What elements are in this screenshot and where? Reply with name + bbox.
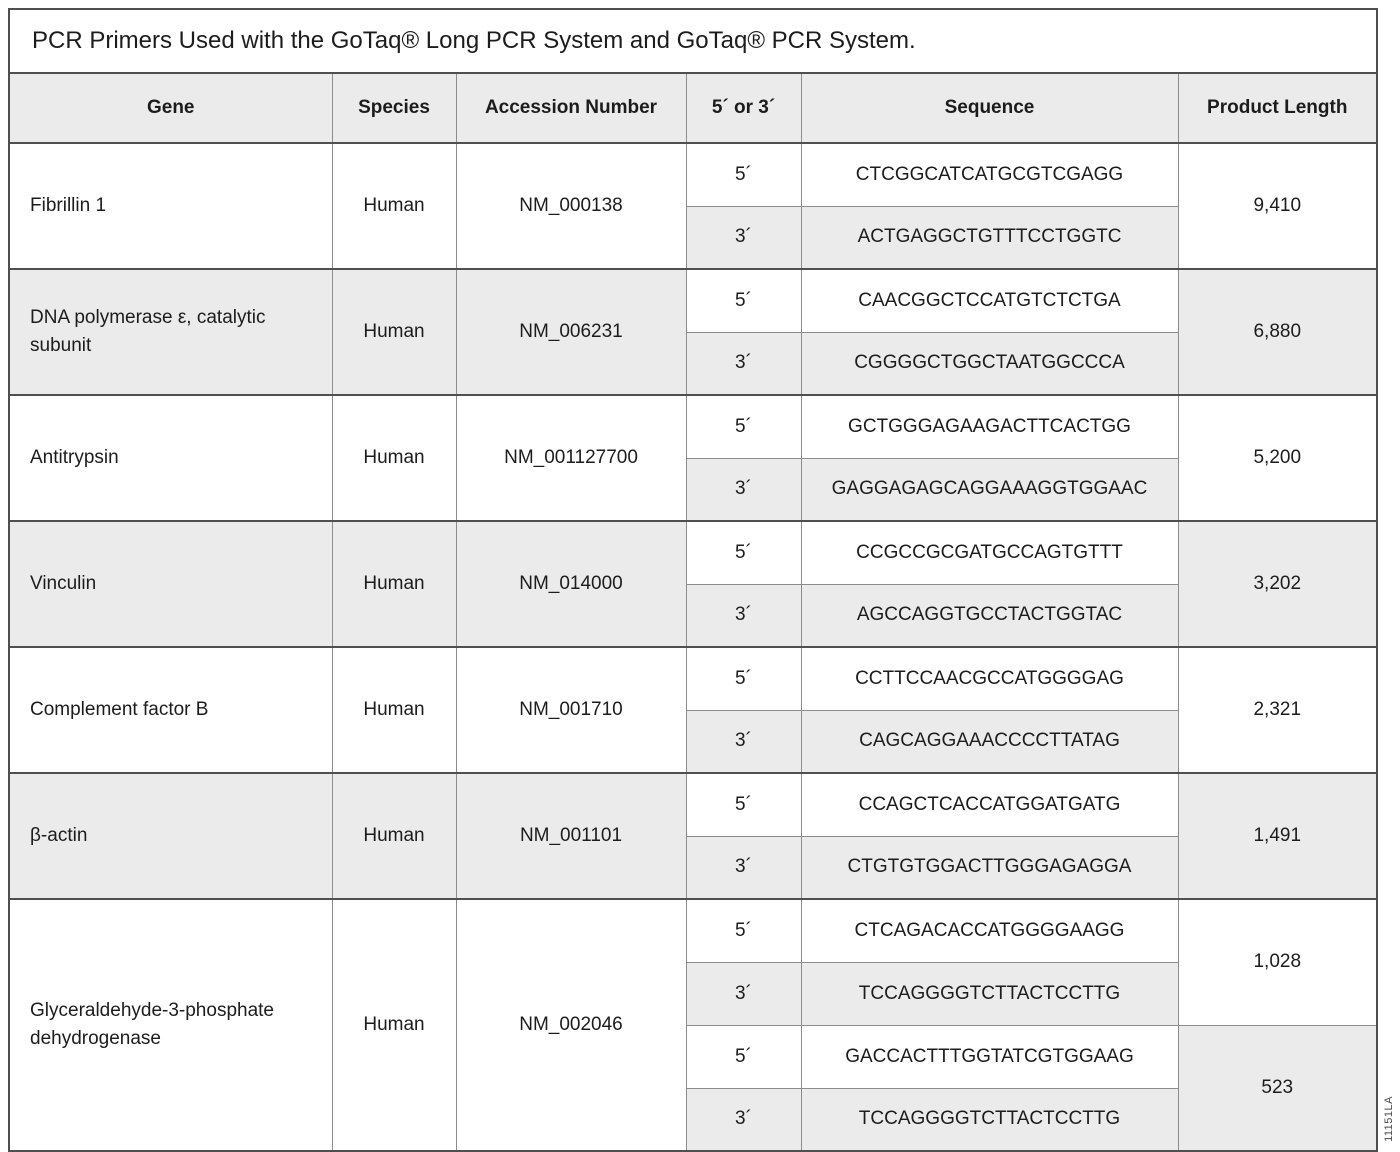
gene-cell: DNA polymerase ε, catalytic subunit xyxy=(9,269,332,395)
primer-end-cell: 3´ xyxy=(686,332,801,395)
primer-end-cell: 5´ xyxy=(686,395,801,458)
gene-cell: Vinculin xyxy=(9,521,332,647)
sequence-cell: ACTGAGGCTGTTTCCTGGTC xyxy=(801,206,1178,269)
gene-cell: Antitrypsin xyxy=(9,395,332,521)
primer-end-cell: 5´ xyxy=(686,899,801,962)
product-length-cell: 9,410 xyxy=(1178,143,1377,269)
sequence-cell: CCGCCGCGATGCCAGTGTTT xyxy=(801,521,1178,584)
table-row xyxy=(9,773,1377,836)
accession-cell: NM_002046 xyxy=(456,899,686,1151)
accession-cell: NM_001127700 xyxy=(456,395,686,521)
product-length-cell: 523 xyxy=(1178,1025,1377,1151)
column-header-sequence: Sequence xyxy=(801,73,1178,143)
species-cell: Human xyxy=(332,773,456,899)
species-cell: Human xyxy=(332,899,456,1151)
sequence-cell: TCCAGGGGTCTTACTCCTTG xyxy=(801,1088,1178,1151)
table-row xyxy=(9,647,1377,710)
column-header-accession: Accession Number xyxy=(456,73,686,143)
table-title-row xyxy=(9,9,1377,73)
pcr-primers-table-container xyxy=(8,8,1378,1152)
sequence-cell: TCCAGGGGTCTTACTCCTTG xyxy=(801,962,1178,1025)
column-header-primer-end: 5´ or 3´ xyxy=(686,73,801,143)
product-length-cell: 1,028 xyxy=(1178,899,1377,1025)
product-length-cell: 2,321 xyxy=(1178,647,1377,773)
table-title: PCR Primers Used with the GoTaq® Long PCR System and GoTaq® PCR System. xyxy=(9,9,1377,73)
product-length-cell: 1,491 xyxy=(1178,773,1377,899)
species-cell: Human xyxy=(332,269,456,395)
primer-end-cell: 3´ xyxy=(686,1088,801,1151)
table-row xyxy=(9,395,1377,458)
sequence-cell: GCTGGGAGAAGACTTCACTGG xyxy=(801,395,1178,458)
figure-number-label: 11151LA xyxy=(1383,1096,1395,1142)
primer-end-cell: 3´ xyxy=(686,962,801,1025)
sequence-cell: GACCACTTTGGTATCGTGGAAG xyxy=(801,1025,1178,1088)
primer-end-cell: 5´ xyxy=(686,521,801,584)
species-cell: Human xyxy=(332,395,456,521)
column-header-gene: Gene xyxy=(9,73,332,143)
species-cell: Human xyxy=(332,143,456,269)
product-length-cell: 5,200 xyxy=(1178,395,1377,521)
sequence-cell: CTGTGTGGACTTGGGAGAGGA xyxy=(801,836,1178,899)
sequence-cell: CAGCAGGAAACCCCTTATAG xyxy=(801,710,1178,773)
accession-cell: NM_006231 xyxy=(456,269,686,395)
product-length-cell: 3,202 xyxy=(1178,521,1377,647)
primer-end-cell: 5´ xyxy=(686,143,801,206)
sequence-cell: CAACGGCTCCATGTCTCTGA xyxy=(801,269,1178,332)
primer-end-cell: 5´ xyxy=(686,269,801,332)
accession-cell: NM_000138 xyxy=(456,143,686,269)
gene-cell: Complement factor B xyxy=(9,647,332,773)
table-row xyxy=(9,269,1377,332)
gene-cell: β-actin xyxy=(9,773,332,899)
primer-end-cell: 5´ xyxy=(686,773,801,836)
sequence-cell: CCAGCTCACCATGGATGATG xyxy=(801,773,1178,836)
accession-cell: NM_001101 xyxy=(456,773,686,899)
table-row xyxy=(9,899,1377,962)
species-cell: Human xyxy=(332,647,456,773)
gene-cell: Fibrillin 1 xyxy=(9,143,332,269)
column-header-product-length: Product Length xyxy=(1178,73,1377,143)
primer-end-cell: 5´ xyxy=(686,1025,801,1088)
accession-cell: NM_014000 xyxy=(456,521,686,647)
accession-cell: NM_001710 xyxy=(456,647,686,773)
table-row xyxy=(9,521,1377,584)
pcr-primers-table xyxy=(8,8,1378,1152)
sequence-cell: GAGGAGAGCAGGAAAGGTGGAAC xyxy=(801,458,1178,521)
column-header-species: Species xyxy=(332,73,456,143)
sequence-cell: CCTTCCAACGCCATGGGGAG xyxy=(801,647,1178,710)
table-row xyxy=(9,143,1377,206)
primer-end-cell: 3´ xyxy=(686,710,801,773)
table-header-row xyxy=(9,73,1377,143)
sequence-cell: AGCCAGGTGCCTACTGGTAC xyxy=(801,584,1178,647)
sequence-cell: CTCAGACACCATGGGGAAGG xyxy=(801,899,1178,962)
species-cell: Human xyxy=(332,521,456,647)
primer-end-cell: 3´ xyxy=(686,458,801,521)
gene-cell: Glyceraldehyde-3-phosphate dehydrogenase xyxy=(9,899,332,1151)
primer-end-cell: 3´ xyxy=(686,206,801,269)
product-length-cell: 6,880 xyxy=(1178,269,1377,395)
sequence-cell: CGGGGCTGGCTAATGGCCCA xyxy=(801,332,1178,395)
primer-end-cell: 5´ xyxy=(686,647,801,710)
primer-end-cell: 3´ xyxy=(686,584,801,647)
sequence-cell: CTCGGCATCATGCGTCGAGG xyxy=(801,143,1178,206)
primer-end-cell: 3´ xyxy=(686,836,801,899)
